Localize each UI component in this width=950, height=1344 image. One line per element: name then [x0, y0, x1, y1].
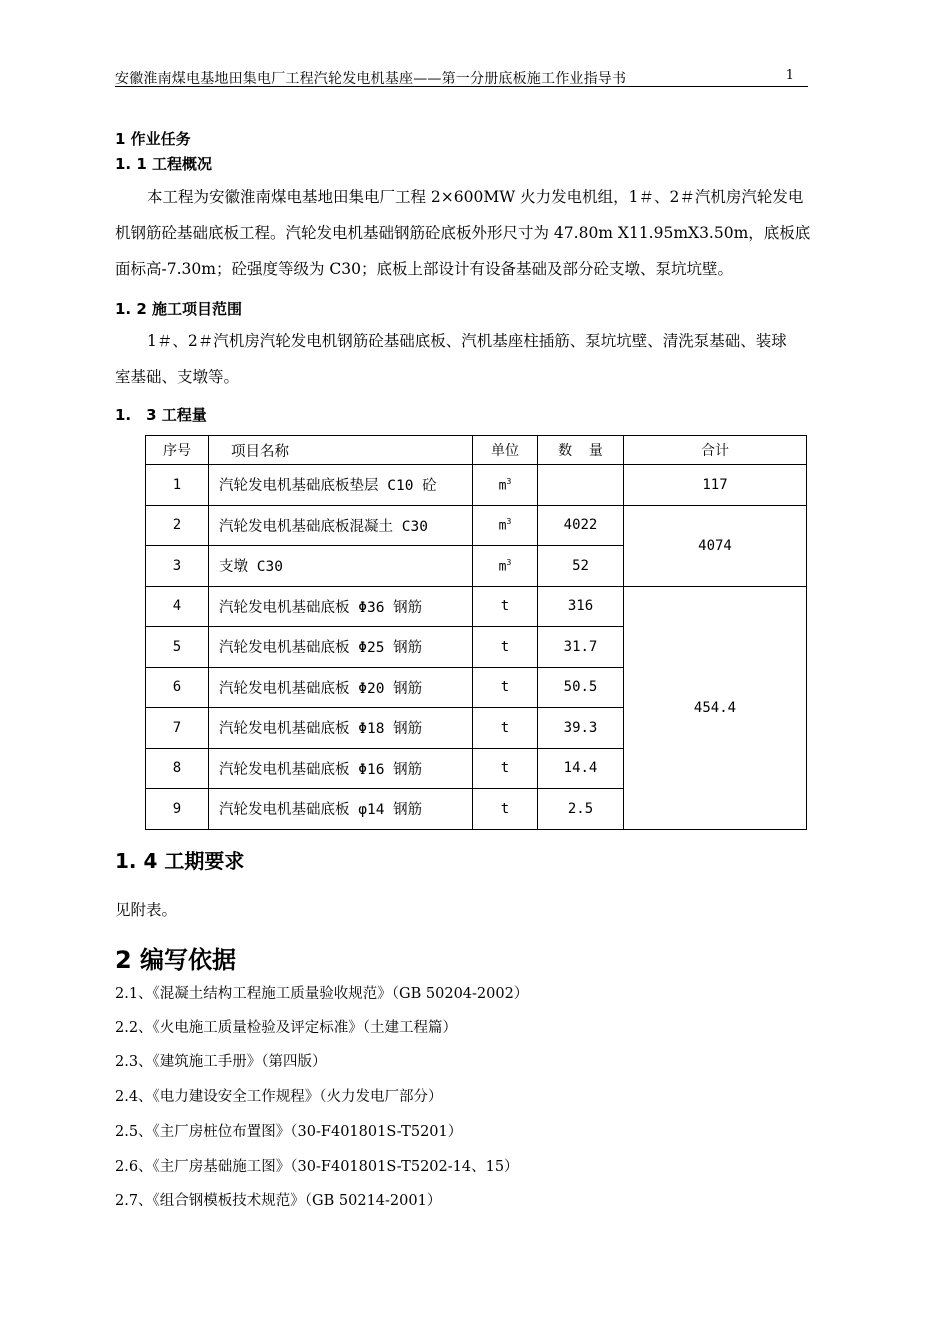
row-name: 支墩 C30: [209, 546, 473, 587]
row-name: 汽轮发电机基础底板 φ14 钢筋: [209, 789, 473, 830]
table-row: [146, 465, 807, 506]
section-1-1-title: 1. 1 工程概况: [115, 155, 213, 173]
col-header-no: 序号: [146, 436, 209, 465]
row-qty: 39.3: [538, 708, 624, 749]
row-qty: 4022: [538, 505, 624, 546]
row-unit: $m^3$: [473, 465, 538, 506]
reference-item: 2.7、《组合钢模板技术规范》（GB 50214-2001）: [115, 1193, 442, 1209]
schedule-note: 见附表。: [115, 901, 178, 919]
overview-line-1: 本工程为安徽淮南煤电基地田集电厂工程 2×600MW 火力发电机组，1＃、2＃汽机房汽轮发电: [147, 188, 804, 206]
row-no: 9: [146, 789, 209, 830]
row-total: 117: [624, 465, 807, 506]
col-header-unit: 单位: [473, 436, 538, 465]
row-unit: t: [473, 789, 538, 830]
quantity-table: [145, 435, 807, 830]
col-header-total: 合计: [624, 436, 807, 465]
row-unit: t: [473, 667, 538, 708]
row-qty: 2.5: [538, 789, 624, 830]
section-1-4-title: 1. 4 工期要求: [115, 849, 245, 873]
scope-line-1: 1＃、2＃汽机房汽轮发电机钢筋砼基础底板、汽机基座柱插筋、泵坑坑壁、清洗泵基础、装球: [147, 332, 787, 350]
header-title: 安徽淮南煤电基地田集电厂工程汽轮发电机基座——第一分册底板施工作业指导书: [115, 71, 627, 87]
row-no: 6: [146, 667, 209, 708]
row-name: 汽轮发电机基础底板 Φ25 钢筋: [209, 627, 473, 668]
row-qty: 31.7: [538, 627, 624, 668]
reference-item: 2.3、《建筑施工手册》（第四版）: [115, 1054, 327, 1070]
row-name: 汽轮发电机基础底板垫层 C10 砼: [209, 465, 473, 506]
row-name: 汽轮发电机基础底板 Φ16 钢筋: [209, 748, 473, 789]
row-unit: t: [473, 586, 538, 627]
reference-item: 2.5、《主厂房桩位布置图》（30-F401801S-T5201）: [115, 1124, 463, 1140]
section-1-2-title: 1. 2 施工项目范围: [115, 300, 243, 318]
table-header-row: [146, 436, 807, 465]
total-concrete: 4074: [624, 505, 807, 586]
col-header-name: 项目名称: [209, 436, 473, 465]
row-unit: $m^3$: [473, 546, 538, 587]
row-unit: t: [473, 748, 538, 789]
row-name: 汽轮发电机基础底板 Φ20 钢筋: [209, 667, 473, 708]
total-rebar: 454.4: [624, 586, 807, 829]
row-qty: 316: [538, 586, 624, 627]
row-qty: 52: [538, 546, 624, 587]
row-qty: [538, 465, 624, 506]
row-no: 3: [146, 546, 209, 587]
reference-item: 2.2、《火电施工质量检验及评定标准》（土建工程篇）: [115, 1020, 458, 1036]
row-qty: 14.4: [538, 748, 624, 789]
section-1-title: 1 作业任务: [115, 130, 191, 148]
row-name: 汽轮发电机基础底板 Φ18 钢筋: [209, 708, 473, 749]
overview-line-3: 面标高-7.30m；砼强度等级为 C30；底板上部设计有设备基础及部分砼支墩、泵坑坑壁。: [115, 260, 733, 278]
section-2-title: 2 编写依据: [115, 946, 237, 974]
page-header: [115, 66, 808, 87]
row-no: 5: [146, 627, 209, 668]
col-header-qty: 数 量: [538, 436, 624, 465]
row-qty: 50.5: [538, 667, 624, 708]
row-no: 8: [146, 748, 209, 789]
page-number: 1: [785, 68, 794, 83]
row-no: 7: [146, 708, 209, 749]
reference-item: 2.6、《主厂房基础施工图》（30-F401801S-T5202-14、15）: [115, 1159, 519, 1175]
table-row: [146, 586, 807, 627]
reference-item: 2.1、《混凝土结构工程施工质量验收规范》（GB 50204-2002）: [115, 986, 529, 1002]
row-unit: t: [473, 708, 538, 749]
scope-line-2: 室基础、支墩等。: [115, 368, 240, 386]
row-unit: t: [473, 627, 538, 668]
section-1-3-title: 1. 3 工程量: [115, 406, 207, 424]
table-row: [146, 505, 807, 546]
row-no: 4: [146, 586, 209, 627]
row-name: 汽轮发电机基础底板混凝土 C30: [209, 505, 473, 546]
row-unit: $m^3$: [473, 505, 538, 546]
overview-line-2: 机钢筋砼基础底板工程。汽轮发电机基础钢筋砼底板外形尺寸为 47.80m X11.95mX3.50m，底板底: [115, 224, 811, 242]
row-no: 2: [146, 505, 209, 546]
row-name: 汽轮发电机基础底板 Φ36 钢筋: [209, 586, 473, 627]
reference-item: 2.4、《电力建设安全工作规程》（火力发电厂部分）: [115, 1089, 443, 1105]
row-no: 1: [146, 465, 209, 506]
